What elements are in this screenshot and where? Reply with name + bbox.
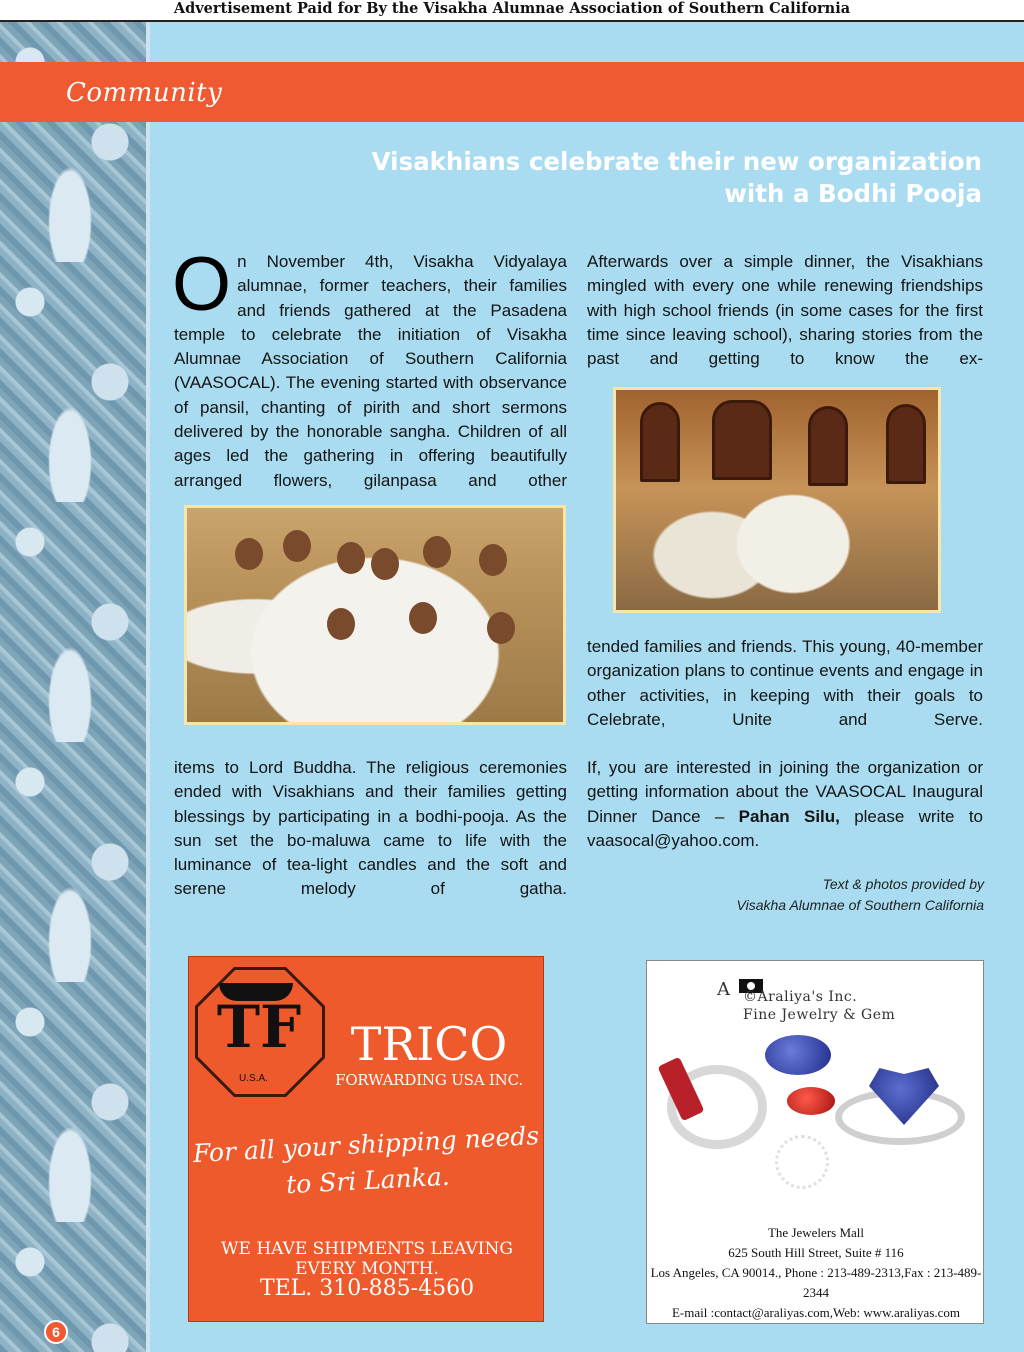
photo-figure [479,544,507,576]
photo-window [886,404,926,484]
trico-logo-letters: TF [216,993,302,1061]
photo-credit [640,874,984,916]
temple-gathering-photo [613,387,941,613]
col1-cont-text: items to Lord Buddha. The religious ceremonies ended with Visakhians and their families getting blessings by participating in a bodhi-pooja. As the sun set the bo-maluwa came to life with the luminance of tea-light candles and the soft and serene melody of gatha. [174,758,567,899]
svg-text:A: A [717,979,730,1000]
headline-line-1: Visakhians celebrate their new organization [371,147,982,176]
sapphire-gem-icon [765,1035,831,1075]
address-line-3: Los Angeles, CA 90014., Phone : 213-489-2313,Fax : 213-489-2344 [650,1265,982,1300]
address-line-4: E-mail :contact@araliyas.com,Web: www.araliyas.com [671,1305,961,1320]
page-body [0,22,1024,1352]
credit-line-1: Text & photos provided by [822,876,984,892]
photo-window [712,400,772,480]
col2-intro-text: Afterwards over a simple dinner, the Visakhians mingled with every one while renewing friendships with high school friends (in some cases for the first time since leaving school), sharing stories from the past and getting to know the ex- [587,252,983,369]
article-col1-intro [172,242,567,493]
trico-slogan [187,1118,546,1209]
trico-details [189,1239,545,1299]
page-number: 6 [44,1320,68,1344]
pattern-edge [146,22,150,1352]
col1-intro-text: n November 4th, Visakha Vidyalaya alumnae, former teachers, their families and friends gathered at the Pasadena temple to celebrate the initiation of Visakha Alumnae Association of Southern California (VAASOCAL). The evening started with observance of pansil, chanting of pirith and short sermons delivered by the honorable sangha. Children of all ages led the gathering in offering beautifully arranged flowers, gilanpasa and other [174,252,567,490]
araliya-tagline: Fine Jewelry & Gem [743,1007,896,1023]
trico-advertisement [188,956,544,1322]
photo-figure [235,538,263,570]
trico-line-1: WE HAVE SHIPMENTS LEAVING [221,1239,513,1259]
section-title: Community [66,78,223,108]
article-col1-continued [174,756,567,902]
slogan-line-1: For all your shipping needs [192,1120,540,1169]
address-line-2: 625 South Hill Street, Suite # 116 [728,1245,904,1260]
trico-line-2: EVERY MONTH. [295,1259,439,1279]
trico-subname: FORWARDING USA INC. [335,1071,523,1089]
photo-figure [371,548,399,580]
headline-line-2: with a Bodhi Pooja [724,179,982,208]
address-line-1: The Jewelers Mall [767,1225,865,1240]
trico-logo-sub: U.S.A. [239,1073,268,1084]
photo-window [640,402,680,482]
join-text-b: please write to vaasocal@yahoo.com. [587,806,983,850]
photo-figure [337,542,365,574]
article-col2-intro [587,250,983,371]
advertisement-line: Advertisement Paid for By the Visakha Alumnae Association of Southern California [0,0,1024,22]
join-text-a: If, you are interested in joining the organization or getting information about the VAASOCAL Inaugural Dinner Dance – [587,758,983,826]
trico-name: TRICO [350,1017,508,1071]
araliya-advertisement [646,960,984,1324]
article-headline [260,146,982,210]
decorative-pattern-strip [0,22,150,1352]
slogan-line-2: to Sri Lanka. [285,1161,451,1200]
diamond-ring-icon [775,1135,829,1189]
photo-figure [283,530,311,562]
drop-cap: O [172,242,232,327]
photo-window [808,406,848,486]
group-photo [184,505,566,725]
photo-figure [487,612,515,644]
trico-phone: TEL. 310-885-4560 [259,1276,475,1301]
article-col2-continued [587,635,983,732]
photo-figure [409,602,437,634]
photo-figure [423,536,451,568]
araliya-name: ©Araliya's Inc. [743,989,858,1005]
col2-cont-text: tended families and friends. This young, 40-member organization plans to continue events and engage in other activities, in keeping with their goals to Celebrate, Unite and Serve. [587,637,983,729]
ruby-gem-icon [787,1087,835,1115]
article-join-paragraph [587,756,983,853]
photo-figure [327,608,355,640]
credit-line-2: Visakha Alumnae of Southern California [736,897,984,913]
araliya-address [647,1223,985,1323]
event-name: Pahan Silu, [738,806,840,826]
